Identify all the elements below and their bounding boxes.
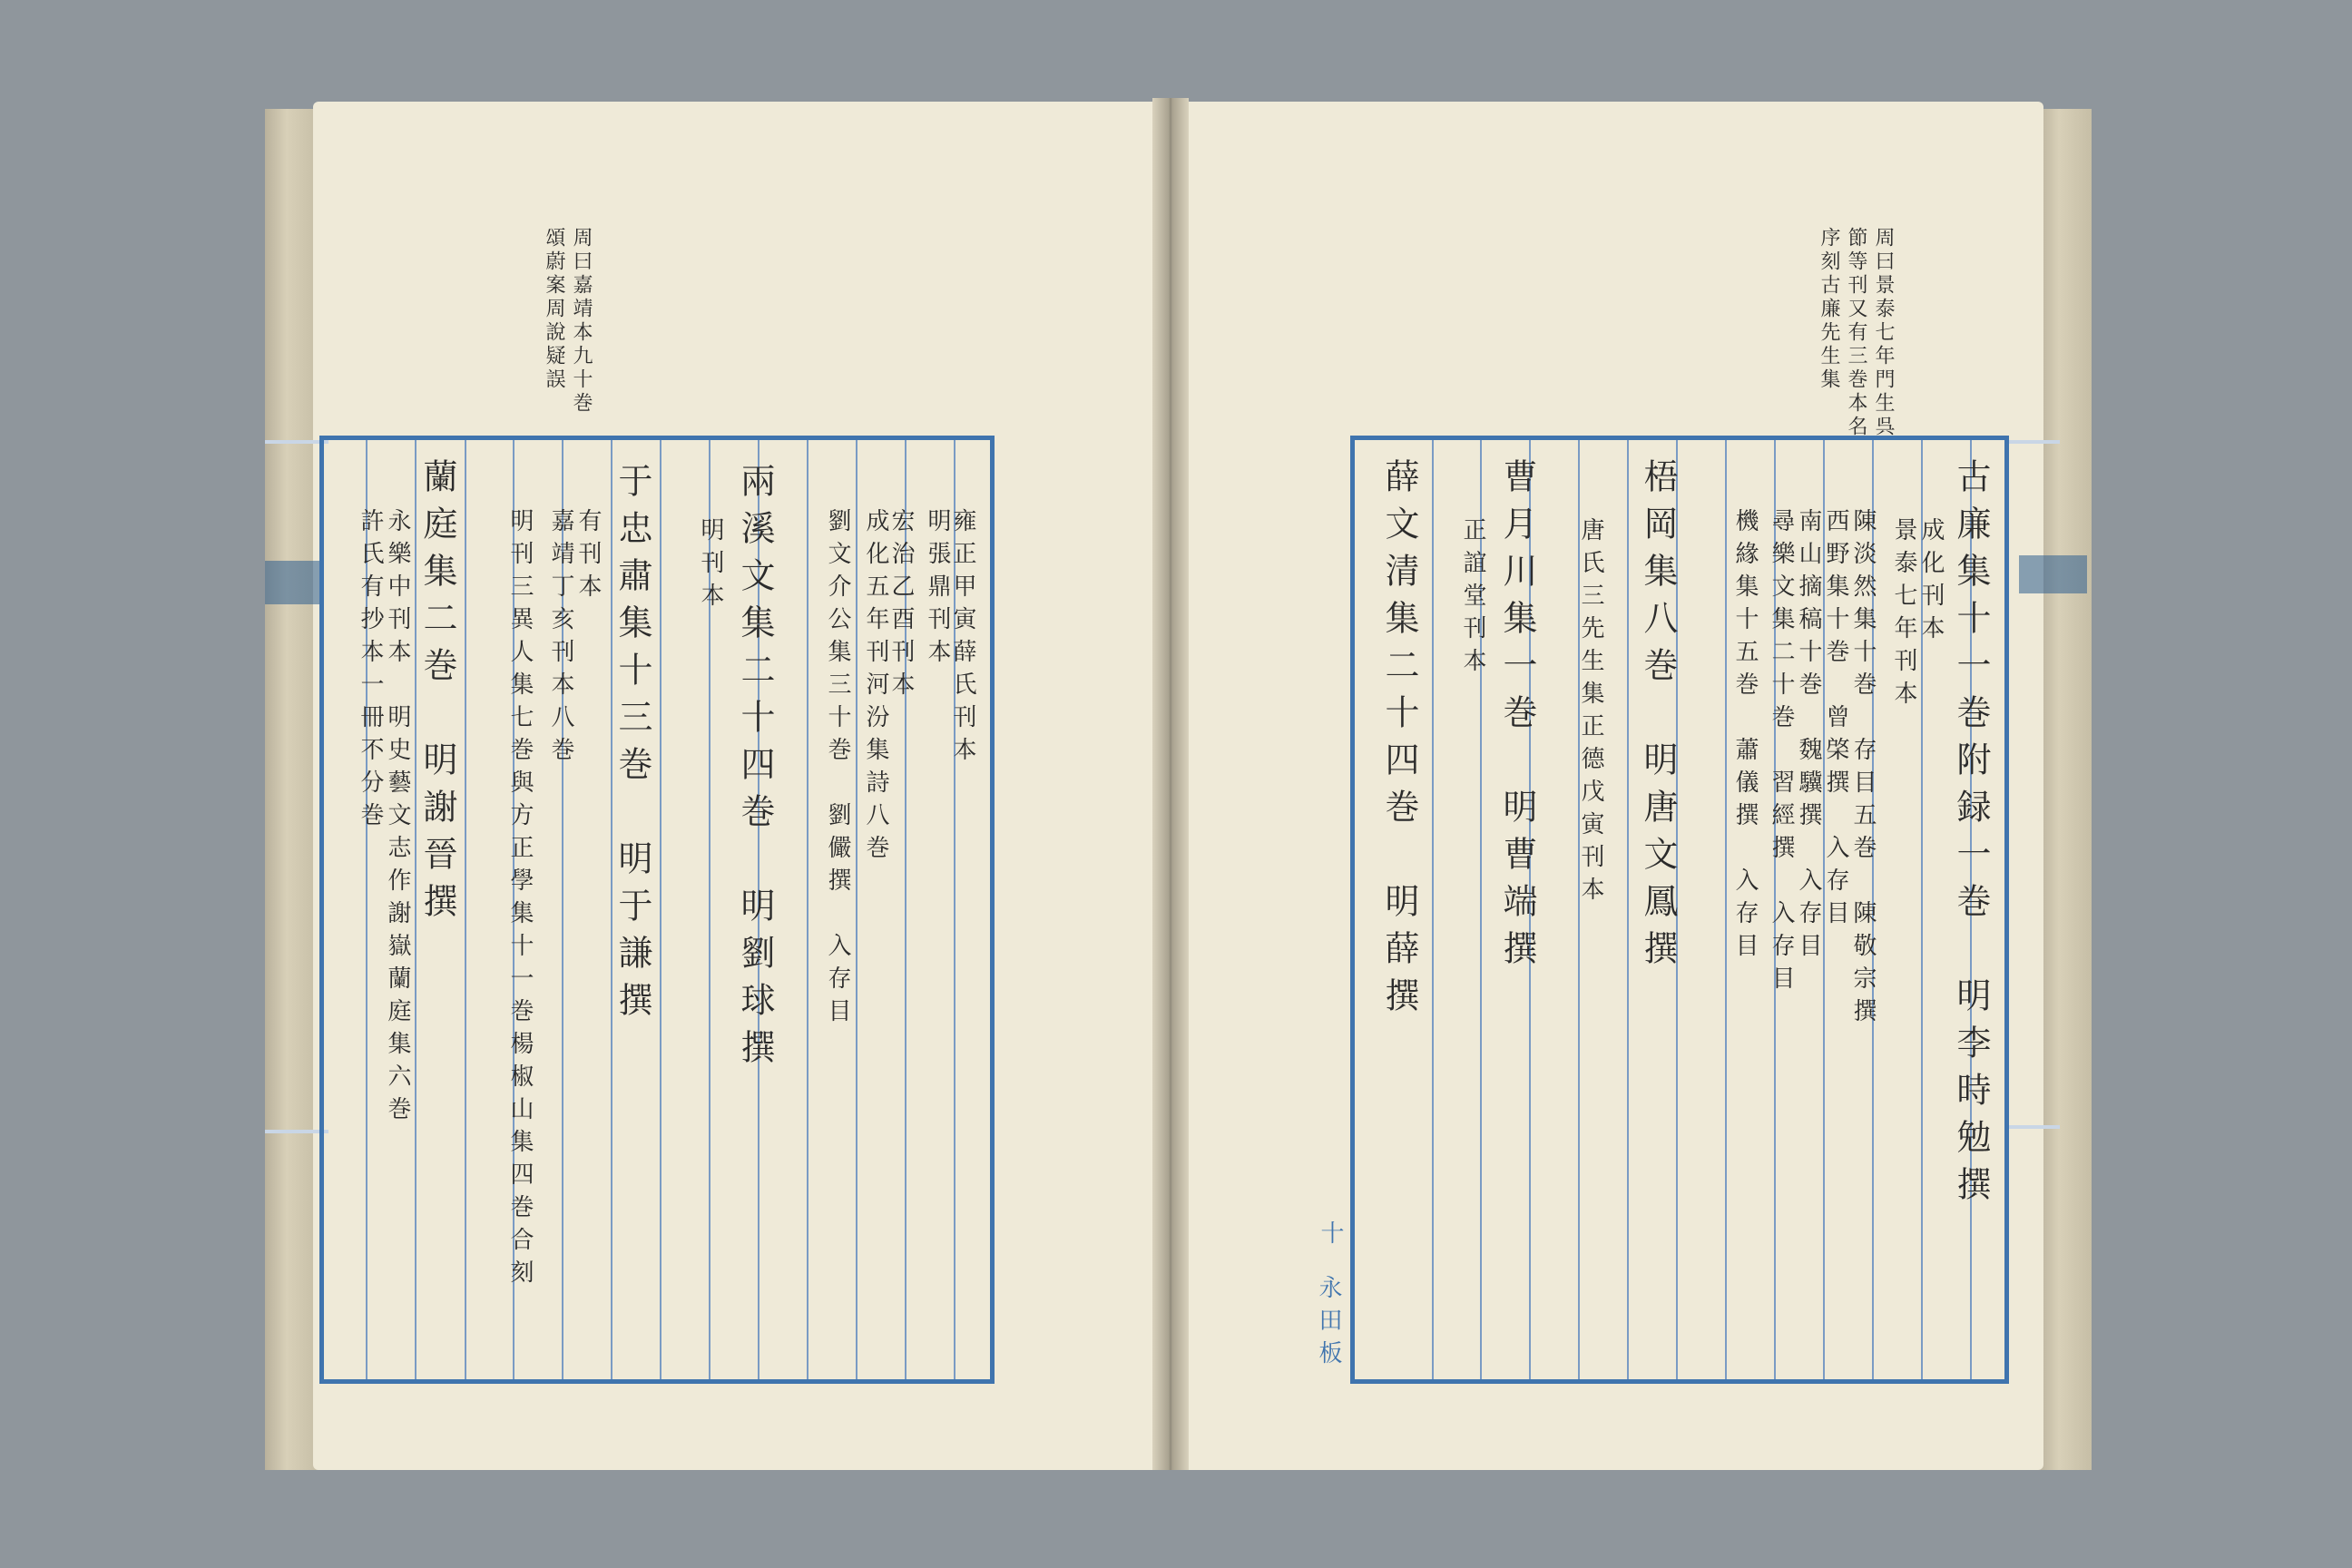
book-gutter [1152, 98, 1189, 1470]
right-page-edges [2037, 109, 2092, 1470]
entry-title: 于忠肅集十三巻 明于謙撰 [612, 463, 652, 1029]
entry-column: 明刊本 [697, 517, 724, 615]
entry-column: 有刊本 [574, 508, 602, 606]
entry-column: 雍正甲寅薛氏刊本 [949, 508, 976, 769]
entry-column: 宏治乙酉刊本 [887, 508, 915, 704]
entry-column: 永樂中刊本 明史藝文志作謝嶽蘭庭集六巻 [384, 508, 411, 1129]
entry-title: 梧岡集八巻 明唐文鳳撰 [1638, 458, 1678, 977]
entry-column: 許氏有抄本一冊不分巻 [357, 508, 384, 835]
header-note: 節等刊又有三巻本名 [1845, 227, 1867, 439]
header-note: 序刻古廉先生集 [1818, 227, 1840, 392]
block-mark: 永田板 [1315, 1275, 1342, 1373]
entry-title: 古廉集十一巻附録一巻 明李時勉撰 [1951, 458, 1991, 1213]
left-page-edges [265, 109, 319, 1470]
entry-column: 西野集十巻 曾棨撰 入存目 [1822, 508, 1849, 933]
entry-column: 景泰七年刊本 [1890, 517, 1917, 713]
entry-column: 嘉靖丁亥刊本八巻 [547, 508, 574, 769]
entry-title: 兩溪文集二十四巻 明劉球撰 [735, 463, 775, 1076]
entry-title: 薛文清集二十四巻 明薛撰 [1379, 458, 1419, 1024]
left-binding-tab [265, 561, 319, 604]
entry-title: 蘭庭集二巻 明謝晉撰 [417, 458, 457, 930]
entry-column: 明張鼎刊本 [924, 508, 951, 671]
header-note: 周曰景泰七年門生呉 [1872, 227, 1895, 439]
binding-thread [2005, 1125, 2060, 1129]
entry-column: 陳淡然集十巻 存目五巻 陳敬宗撰 [1849, 508, 1877, 1031]
entry-column: 尋樂文集二十巻 習經撰 入存目 [1768, 508, 1795, 998]
entry-column: 劉文介公集三十巻 劉儼撰 入存目 [824, 508, 851, 1031]
entry-column: 機緣集十五巻 蕭儀撰 入存目 [1731, 508, 1759, 965]
folio-number: 十 [1317, 1220, 1344, 1253]
binding-thread [2005, 440, 2060, 444]
entry-column: 正誼堂刊本 [1459, 517, 1486, 681]
entry-title: 曹月川集一巻 明曹端撰 [1497, 458, 1537, 977]
entry-column: 明刊三異人集七巻與方正學集十一巻楊椒山集四巻合刻 [506, 508, 534, 1292]
entry-column: 南山摘稿十巻 魏驥撰 入存目 [1795, 508, 1822, 965]
header-note: 周曰嘉靖本九十巻 [570, 227, 593, 416]
header-note: 頌蔚案周說疑誤 [543, 227, 565, 392]
entry-column: 成化五年刊河汾集詩八巻 [862, 508, 889, 867]
entry-column: 唐氏三先生集正德戊寅刊本 [1577, 517, 1604, 909]
right-binding-tab [2019, 555, 2087, 593]
entry-column: 成化刊本 [1917, 517, 1945, 648]
